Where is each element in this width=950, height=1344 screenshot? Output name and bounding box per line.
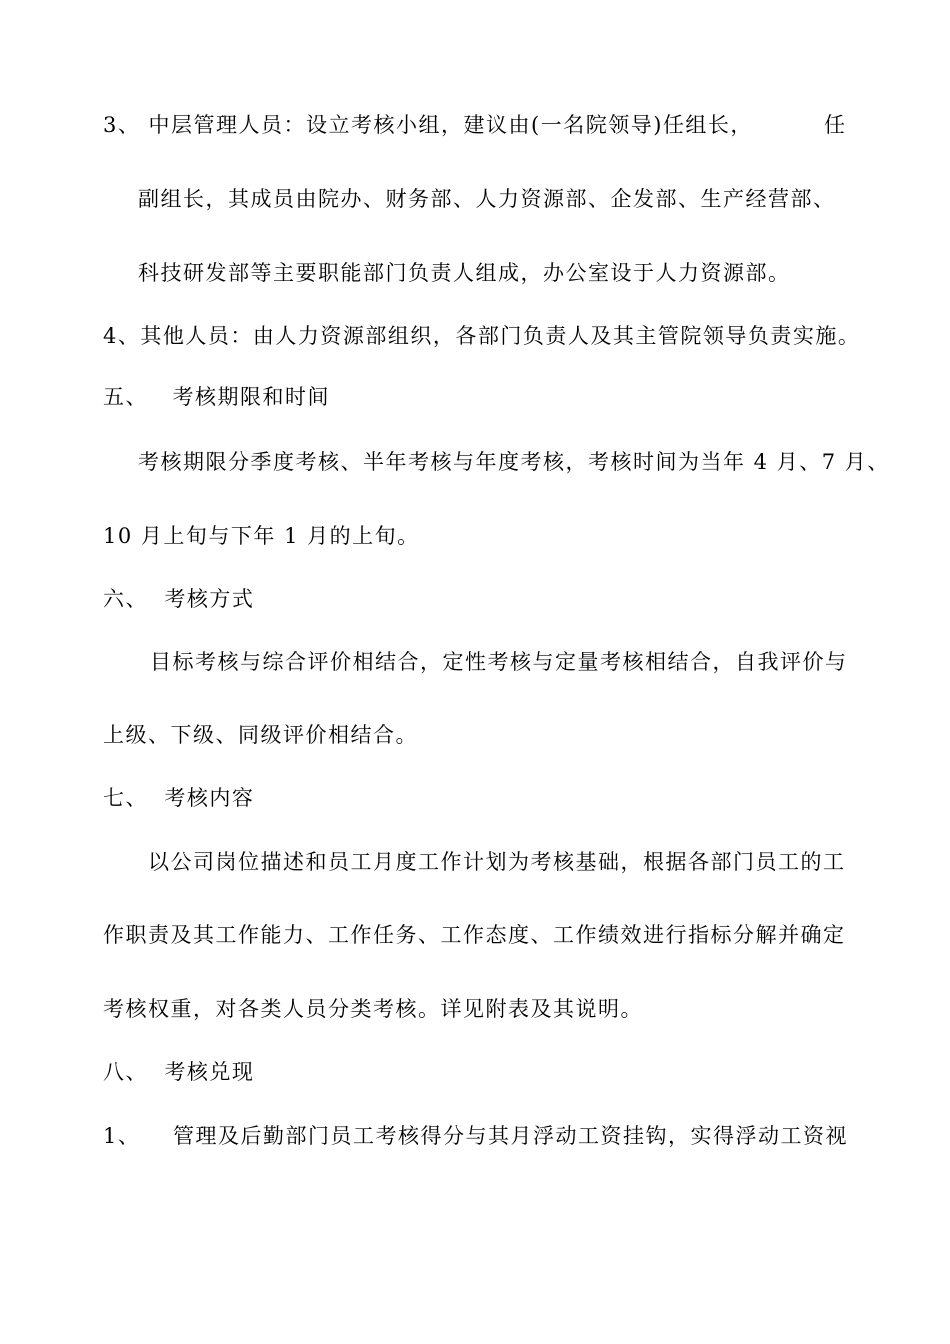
item-3-line-1: 3、 中层管理人员：设立考核小组，建议由(一名院领导)任组长， [103, 113, 753, 137]
section-7-paragraph-line-3: 考核权重，对各类人员分类考核。详见附表及其说明。 [103, 997, 643, 1021]
section-6-paragraph-line-2: 上级、下级、同级评价相结合。 [103, 723, 418, 747]
section-8-heading: 八、 考核兑现 [103, 1060, 255, 1084]
section-5-paragraph-line-1: 考核期限分季度考核、半年考核与年度考核，考核时间为当年 4 月、7 月、 [138, 450, 890, 474]
section-6-heading: 六、 考核方式 [103, 587, 255, 611]
section-7-paragraph-line-1: 以公司岗位描述和员工月度工作计划为考核基础，根据各部门员工的工 [148, 850, 846, 874]
item-3-line-1-tail: 任 [824, 113, 845, 137]
section-7-paragraph-line-2: 作职责及其工作能力、工作任务、工作态度、工作绩效进行指标分解并确定 [103, 923, 846, 947]
section-8-item-1-line-1: 1、 管理及后勤部门员工考核得分与其月浮动工资挂钩，实得浮动工资视 [103, 1124, 849, 1148]
section-6-paragraph-line-1: 目标考核与综合评价相结合，定性考核与定量考核相结合，自我评价与 [150, 650, 848, 674]
section-5-paragraph-line-2: 10 月上旬与下年 1 月的上旬。 [103, 524, 420, 548]
section-7-heading: 七、 考核内容 [103, 786, 255, 810]
section-5-heading: 五、 考核期限和时间 [103, 385, 331, 409]
item-4-line: 4、其他人员：由人力资源部组织，各部门负责人及其主管院领导负责实施。 [103, 324, 861, 348]
item-3-line-2: 副组长，其成员由院办、财务部、人力资源部、企发部、生产经营部、 [138, 187, 836, 211]
item-3-line-3: 科技研发部等主要职能部门负责人组成，办公室设于人力资源部。 [138, 261, 791, 285]
